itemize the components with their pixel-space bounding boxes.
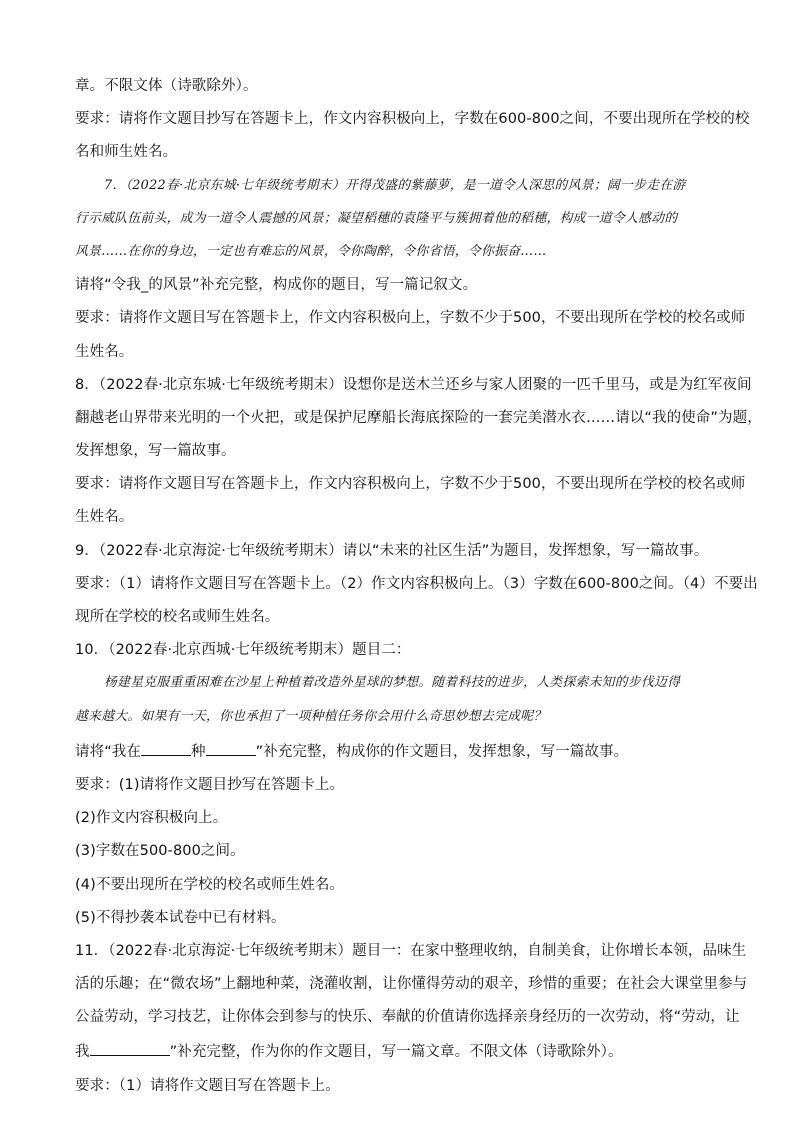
question-7-prompt-line: 7．（2022春·北京东城·七年级统考期末）开得茂盛的紫藤萝，是一道令人深思的风景；阔一步走在游 <box>104 177 686 193</box>
text-line: 章。不限文体（诗歌除外）。 <box>75 78 258 94</box>
question-9-line: 9．（2022春·北京海淀·七年级统考期末）请以“未来的社区生活”为题目，发挥想象，写一篇故事。 <box>75 542 709 559</box>
text-line: 要求：请将作文题目写在答题卡上，作文内容积极向上，字数不少于500，不要出现所在学校的校名或师 <box>75 476 746 493</box>
text-line: 请将“令我_的风景”补充完整，构成你的题目，写一篇记叙文。 <box>75 277 478 294</box>
text-segment: 种 <box>191 743 206 760</box>
blank-underline <box>90 1040 170 1056</box>
question-11-line: 活的乐趣；在“微农场”上翻地种菜，浇灌收割，让你懂得劳动的艰辛，珍惜的重要；在社会大课堂里参与 <box>75 976 748 993</box>
requirement-line: (5)不得抄袭本试卷中已有材料。 <box>75 909 286 926</box>
question-8-line: 发挥想象，写一篇故事。 <box>75 443 236 460</box>
question-10-material-line: 越来越大。如果有一天，你也承担了一项种植任务你会用什么奇思妙想去完成呢？ <box>75 708 547 724</box>
text-line: 生姓名。 <box>75 509 134 526</box>
requirement-line: (4)不要出现所在学校的校名或师生姓名。 <box>75 876 345 893</box>
question-8-line: 翻越老山界带来光明的一个火把，或是保护尼摩船长海底探险的一套完美潜水衣……请以“我的使命”为题， <box>75 409 762 426</box>
text-segment: 请将“我在 <box>75 743 142 760</box>
text-segment: ”补充完整，作为你的作文题目，写一篇文章。不限文体（诗歌除外）。 <box>169 1044 623 1061</box>
question-11-line: 11．（2022春·北京海淀·七年级统考期末）题目一：在家中整理收纳，自制美食，让你增长本领，品味生 <box>75 942 747 959</box>
question-7-prompt-line: 风景……在你的身边，一定也有难忘的风景，令你陶醉，令你省悟，令你振奋…… <box>75 243 547 259</box>
blank-underline <box>206 740 256 756</box>
text-line: 现所在学校的校名或师生姓名。 <box>75 609 280 625</box>
text-segment: ”补充完整，构成你的作文题目，发挥想象，写一篇故事。 <box>255 743 629 760</box>
question-10-line: 10．（2022春·北京西城·七年级统考期末）题目二： <box>75 642 411 659</box>
fill-in-title-line <box>75 1040 722 1062</box>
text-line: 要求：请将作文题目抄写在答题卡上，作文内容积极向上，字数在600-800之间，不要出现所在学校的校 <box>75 111 750 128</box>
requirement-line: 要求：（1）请将作文题目写在答题卡上。 <box>75 1077 340 1094</box>
fill-in-title-line <box>75 740 722 762</box>
requirement-line: (2)作文内容积极向上。 <box>75 810 228 827</box>
text-line: 生姓名。 <box>75 343 134 360</box>
question-11-line: 公益劳动，学习技艺，让你体会到参与的快乐、奉献的价值请你选择亲身经历的一次劳动，将“劳动，让 <box>75 1009 740 1026</box>
text-segment: 我 <box>75 1044 90 1061</box>
blank-underline <box>141 740 191 756</box>
requirement-line: (3)字数在500-800之间。 <box>75 843 245 860</box>
question-10-material-line: 杨建星克服重重困难在沙星上种植着改造外星球的梦想。随着科技的进步，人类探索未知的步伐迈得 <box>104 675 681 691</box>
requirement-line: 要求：(1)请将作文题目抄写在答题卡上。 <box>75 776 345 793</box>
question-7-prompt-line: 行示威队伍前头，成为一道令人震撼的风景；凝望稻穗的袁隆平与簇拥着他的稻穗，构成一道令人感动的 <box>75 210 678 226</box>
text-line: 要求：请将作文题目写在答题卡上，作文内容积极向上，字数不少于500，不要出现所在学校的校名或师 <box>75 310 746 327</box>
text-line: 名和师生姓名。 <box>75 144 178 161</box>
question-8-line: 8．（2022春·北京东城·七年级统考期末）设想你是送木兰还乡与家人团聚的一匹千里马，或是为红军夜间 <box>75 376 752 393</box>
text-line: 要求：（1）请将作文题目写在答题卡上。（2）作文内容积极向上。（3）字数在600-800之间。（4）不要出 <box>75 575 758 592</box>
